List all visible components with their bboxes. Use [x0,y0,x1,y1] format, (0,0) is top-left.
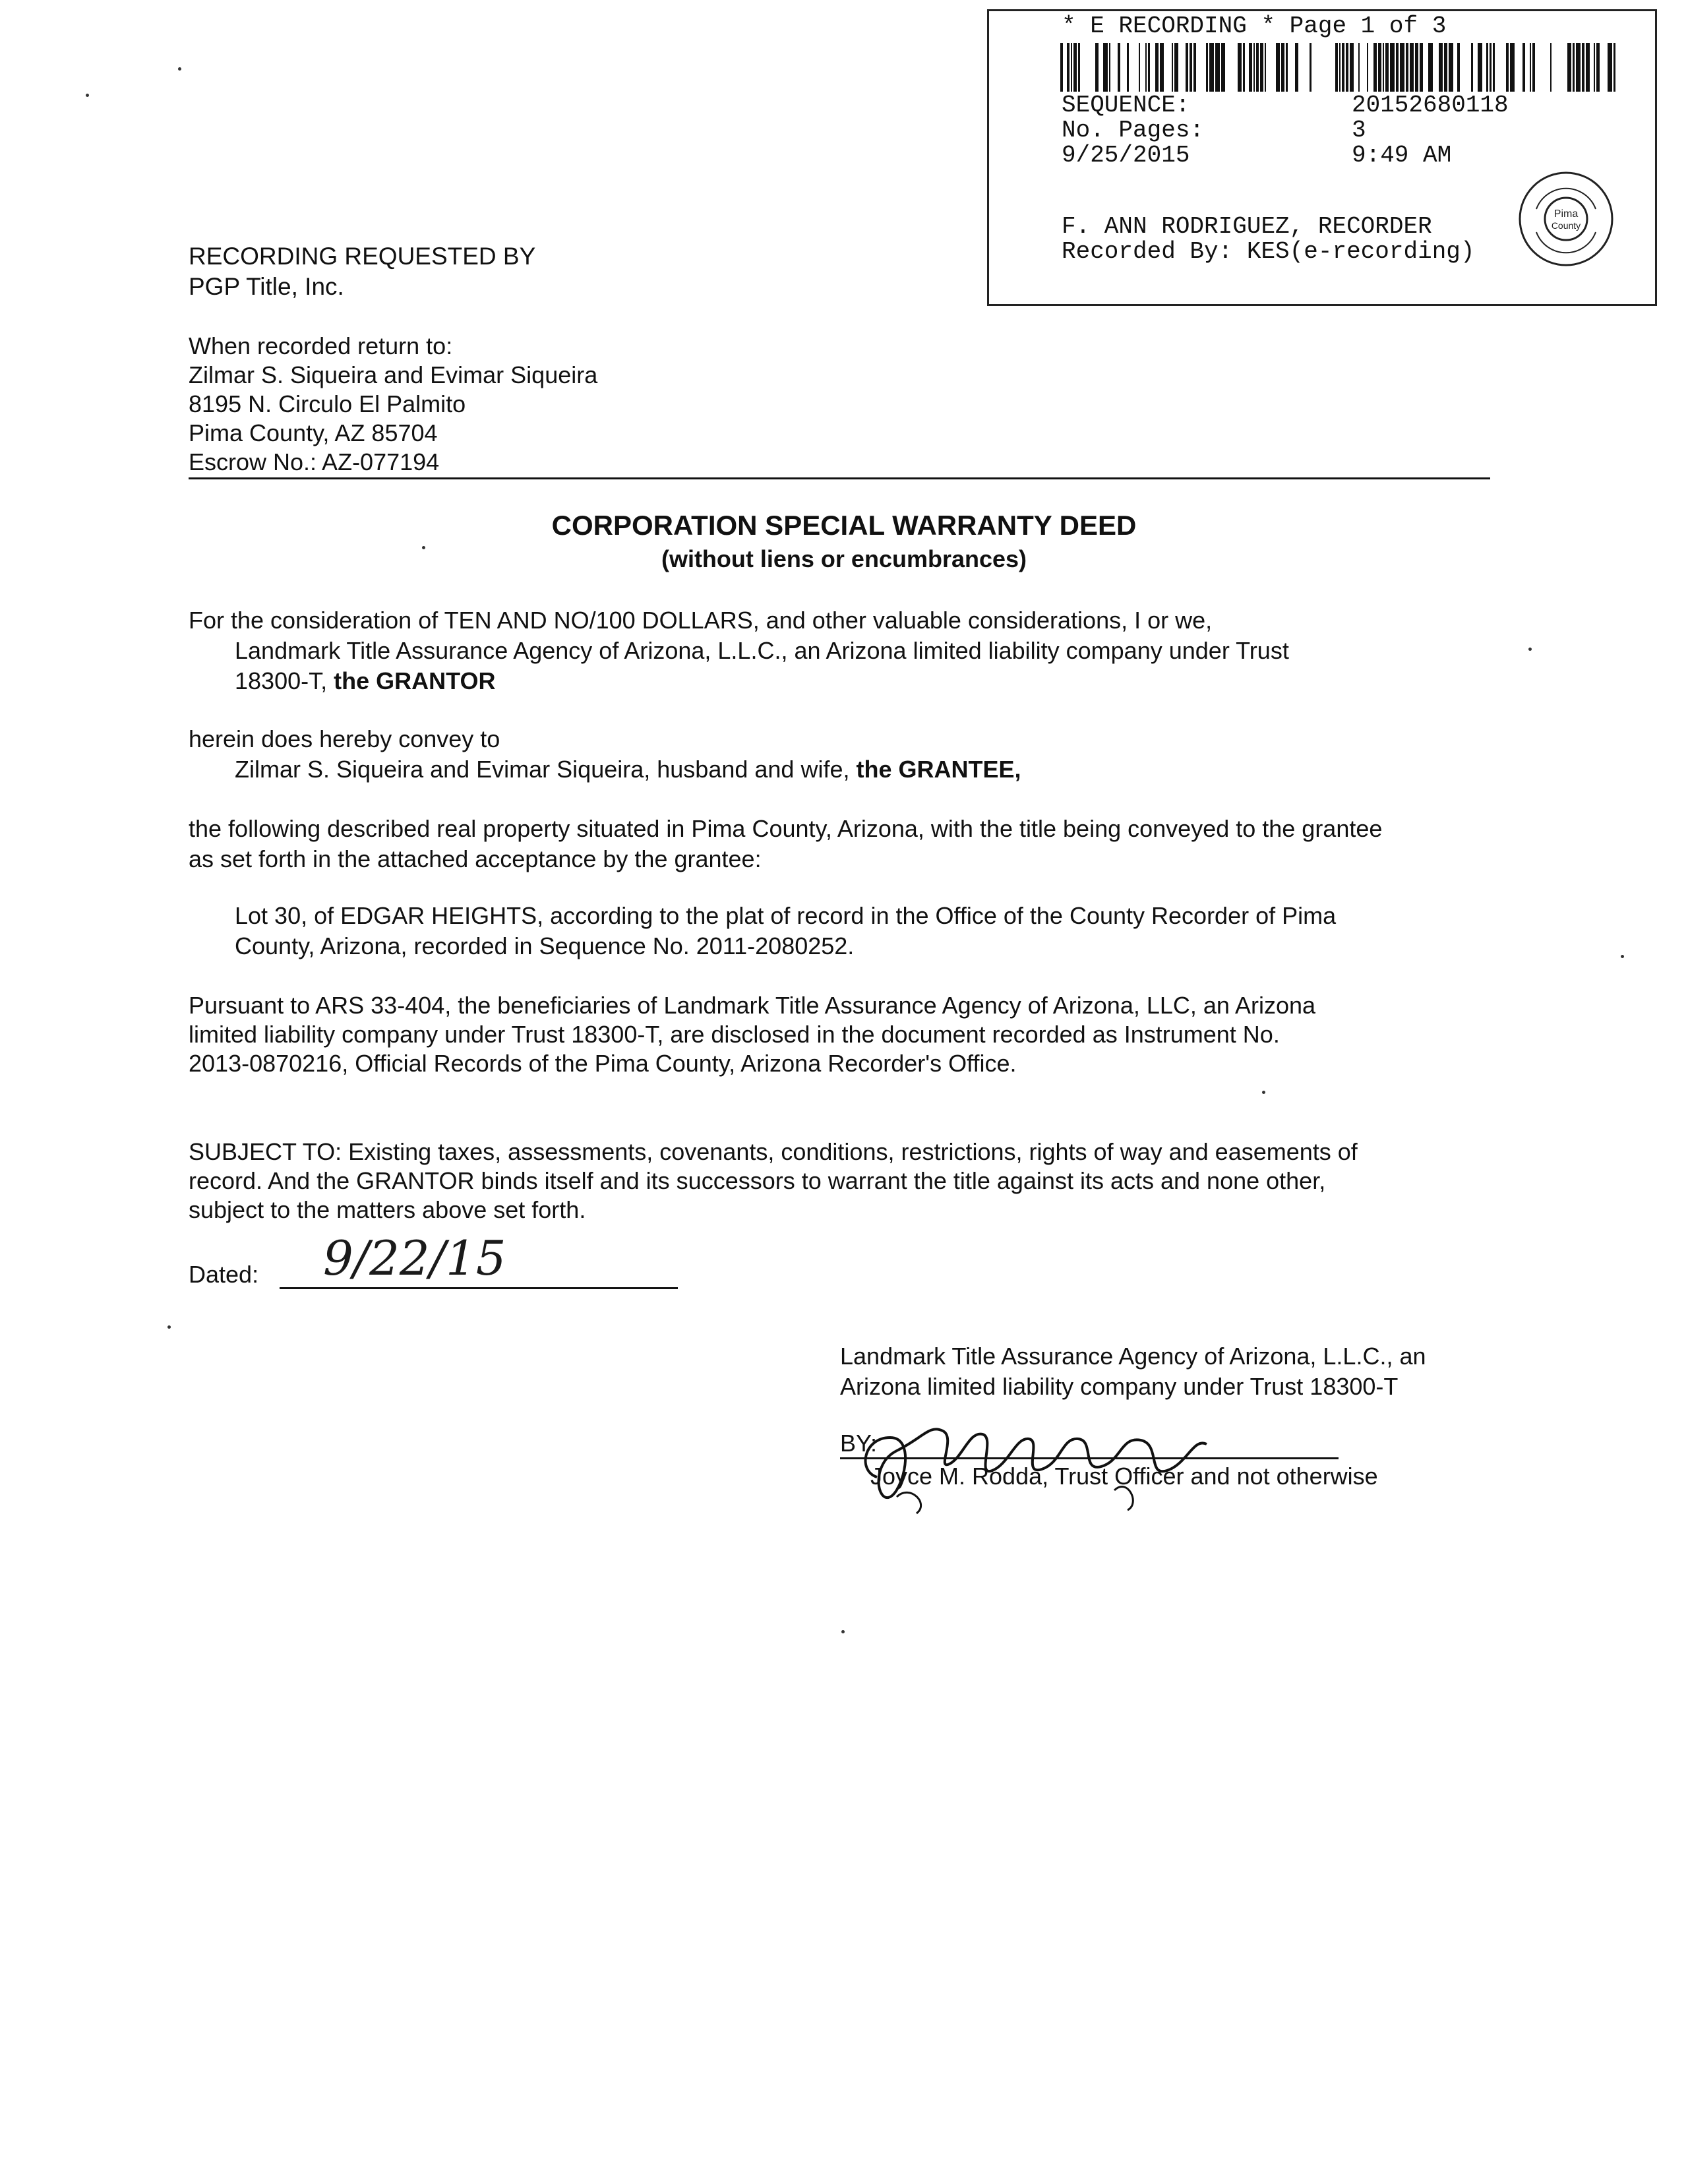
barcode-bar [1256,43,1259,92]
grantee-label: the GRANTEE, [856,756,1021,783]
barcode-bar [1215,43,1220,92]
requested-by-company: PGP Title, Inc. [189,273,344,300]
barcode-bar [1471,43,1473,92]
barcode-bar [1478,43,1482,92]
barcode-bar [1172,43,1173,92]
barcode-bar [1253,43,1255,92]
subject-to-line3: subject to the matters above set forth. [189,1196,586,1223]
deed-title: CORPORATION SPECIAL WARRANTY DEED [551,510,1137,541]
barcode-bar [1406,43,1408,92]
signer-name: Joyce M. Rodda, Trust Officer and not otherwise [870,1463,1378,1490]
consideration-text: For the consideration of TEN AND NO/100 DOLLARS, and other valuable considerations, I or we, [189,607,1213,634]
deed-subtitle: (without liens or encumbrances) [661,545,1027,572]
barcode-bar [1067,43,1070,92]
escrow-number: Escrow No.: AZ-077194 [189,448,440,475]
ars-text-line1: Pursuant to ARS 33-404, the beneficiaries of Landmark Title Assurance Agency of Arizona, LLC, an Arizona [189,992,1316,1019]
sequence-label: SEQUENCE: [1062,92,1190,119]
barcode-bar [1582,43,1584,92]
barcode-bar [1238,43,1242,92]
county-seal-icon [1517,169,1615,268]
ars-text-line3: 2013-0870216, Official Records of the Pima County, Arizona Recorder's Office. [189,1050,1017,1077]
barcode-bar [1276,43,1280,92]
barcode-bar [1073,43,1077,92]
barcode-bar [1339,43,1341,92]
recording-stamp [987,9,1657,306]
barcode-bar [1506,43,1509,92]
grantor-label: the GRANTOR [334,667,496,694]
barcode-bar [1576,43,1581,92]
pages-label: No. Pages: [1062,117,1205,144]
barcode-bar [1145,43,1147,92]
barcode-bar [1139,43,1140,92]
barcode-bar [1613,43,1615,92]
recorder-name: F. ANN RODRIGUEZ, RECORDER [1062,213,1432,240]
grantor-text-line1: Landmark Title Assurance Agency of Arizona, L.L.C., an Arizona limited liability company under Trust [235,637,1289,664]
signature-icon [851,1398,1220,1517]
stray-mark [178,67,181,71]
barcode-bar [1373,43,1377,92]
barcode-bar [1148,43,1150,92]
barcode-bar [1586,43,1590,92]
barcode-bar [1449,43,1453,92]
barcode-bar [1596,43,1600,92]
dated-label: Dated: [189,1261,259,1288]
grantee-line [235,754,1021,785]
barcode-bar [1444,43,1447,92]
barcode-bar [1415,43,1418,92]
barcode-bar [1390,43,1395,92]
barcode-bar [1342,43,1344,92]
barcode-bar [1071,43,1072,92]
barcode-bar [1174,43,1178,92]
barcode-bar [1358,43,1360,92]
dated-underline [280,1287,678,1289]
barcode-bar [1249,43,1252,92]
subject-to-line1: SUBJECT TO: Existing taxes, assessments, covenants, conditions, restrictions, rights of way and easements of [189,1138,1358,1165]
barcode-bar [1396,43,1399,92]
by-label: BY: [840,1430,878,1457]
recorded-by: Recorded By: KES(e-recording) [1062,238,1475,265]
barcode-bar [1594,43,1595,92]
barcode-bar [1281,43,1284,92]
barcode-bar [1420,43,1423,92]
property-text-line2: as set forth in the attached acceptance by the grantee: [189,845,762,872]
barcode-bar [1428,43,1433,92]
barcode-bar [1260,43,1263,92]
barcode-bar [1486,43,1488,92]
barcode-bar [1127,43,1129,92]
convey-text: herein does hereby convey to [189,725,500,752]
barcode-bar [1550,43,1552,92]
handwritten-date: 9/22/15 [323,1230,506,1286]
barcode-bar [1439,43,1443,92]
barcode-bar [1155,43,1159,92]
barcode-bar [1573,43,1575,92]
return-to-city: Pima County, AZ 85704 [189,419,438,446]
barcode-bar [1378,43,1381,92]
barcode-bar [1190,43,1192,92]
header-divider [189,477,1490,479]
property-text-line1: the following described real property situated in Pima County, Arizona, with the title being conveyed to the grantee [189,815,1383,842]
barcode-bar [1335,43,1338,92]
barcode-bar [1490,43,1492,92]
lot-description-line1: Lot 30, of EDGAR HEIGHTS, according to the plat of record in the Office of the County Recorder of Pima [235,902,1337,929]
barcode-bar [1385,43,1389,92]
signature-company-line2: Arizona limited liability company under Trust 18300-T [840,1373,1399,1400]
barcode-icon [1060,43,1615,92]
barcode-bar [1209,43,1214,92]
barcode-bar [1383,43,1384,92]
barcode-bar [1493,43,1495,92]
sequence-value: 20152680118 [1352,92,1509,119]
svg-text:Pima: Pima [1553,208,1579,220]
barcode-bar [1109,43,1110,92]
barcode-bar [1532,43,1535,92]
signature-company-line1: Landmark Title Assurance Agency of Arizona, L.L.C., an [840,1343,1426,1370]
barcode-bar [1510,43,1515,92]
stray-mark [1262,1091,1265,1094]
record-time: 9:49 AM [1352,142,1452,169]
barcode-bar [1346,43,1348,92]
stray-mark [1528,648,1532,651]
stray-mark [1621,955,1624,958]
recording-header: * E RECORDING * Page 1 of 3 [1062,13,1447,40]
svg-text:County: County [1551,220,1581,231]
grantee-names: Zilmar S. Siqueira and Evimar Siqueira, husband and wife, [235,756,850,783]
grantor-text-line2 [235,666,495,696]
return-to-name: Zilmar S. Siqueira and Evimar Siqueira [189,361,598,388]
barcode-bar [1186,43,1188,92]
barcode-bar [1103,43,1108,92]
barcode-bar [1457,43,1460,92]
barcode-bar [1265,43,1266,92]
requested-by-label: RECORDING REQUESTED BY [189,243,536,270]
barcode-bar [1078,43,1080,92]
barcode-bar [1286,43,1288,92]
stray-mark [841,1630,845,1633]
stray-mark [167,1325,171,1329]
barcode-bar [1295,43,1298,92]
barcode-bar [1400,43,1404,92]
barcode-bar [1243,43,1245,92]
barcode-bar [1367,43,1368,92]
barcode-bar [1095,43,1099,92]
barcode-bar [1350,43,1354,92]
barcode-bar [1193,43,1196,92]
barcode-bar [1221,43,1225,92]
barcode-bar [1160,43,1164,92]
subject-to-line2: record. And the GRANTOR binds itself and its successors to warrant the title against its acts and none other, [189,1167,1326,1194]
stray-mark [86,94,89,97]
barcode-bar [1206,43,1208,92]
barcode-bar [1522,43,1525,92]
barcode-bar [1060,43,1063,92]
barcode-bar [1410,43,1414,92]
record-date: 9/25/2015 [1062,142,1190,169]
return-to-street: 8195 N. Circulo El Palmito [189,390,466,417]
barcode-bar [1567,43,1571,92]
barcode-bar [1608,43,1612,92]
barcode-bar [1310,43,1311,92]
barcode-bar [1118,43,1120,92]
lot-description-line2: County, Arizona, recorded in Sequence No. 2011-2080252. [235,932,855,959]
pages-value: 3 [1352,117,1366,144]
barcode-bar [1530,43,1531,92]
grantor-trust: 18300-T, [235,667,328,694]
ars-text-line2: limited liability company under Trust 18300-T, are disclosed in the document recorded as Instrument No. [189,1021,1280,1048]
return-to-heading: When recorded return to: [189,332,453,359]
